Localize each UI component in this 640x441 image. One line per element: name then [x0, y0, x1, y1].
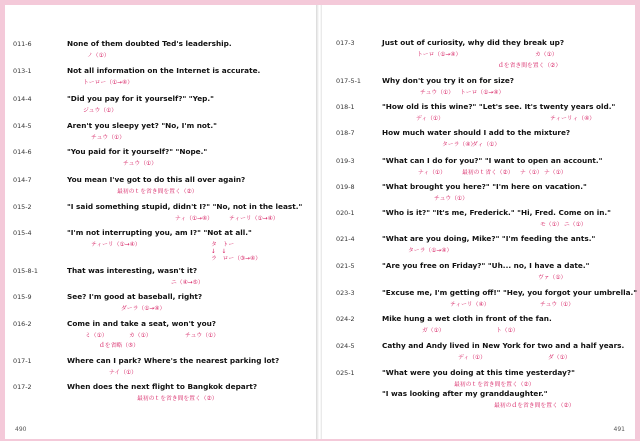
entry-sentence: Cathy and Andy lived in New York for two and a half years.: [382, 341, 625, 350]
entry-id: 024-5: [336, 342, 355, 350]
entry-id: 018-7: [336, 129, 355, 137]
entry-id: 017-1: [13, 357, 32, 365]
entry-id: 015-8-1: [13, 267, 38, 275]
page-number: 491: [613, 426, 625, 433]
pronunciation-note: ｄを省略（⑤）: [99, 343, 139, 349]
left-page: [5, 5, 317, 439]
pronunciation-note: ト（①）: [496, 328, 519, 334]
pronunciation-note: ディ（①）: [458, 355, 486, 361]
entry-id: 014-6: [13, 148, 32, 156]
entry-sentence: "What were you doing at this time yesterday?": [382, 368, 575, 377]
pronunciation-note: 最初のｄを省き間を置く（②）: [494, 403, 575, 409]
pronunciation-note: トーロー（①→④）: [83, 80, 134, 86]
entry-sentence: You mean I've got to do this all over again?: [67, 175, 246, 184]
entry-id: 014-7: [13, 176, 32, 184]
pronunciation-note: 最初のｔを省き間を置く（②）: [137, 396, 218, 402]
pronunciation-note: ナィ（①）: [418, 170, 446, 176]
pronunciation-note: ダ（①）: [548, 355, 571, 361]
entry-id: 020-1: [336, 209, 355, 217]
entry-sentence: "Are you free on Friday?" "Uh... no, I have a date.": [382, 261, 590, 270]
pronunciation-note: チュウ（①）: [91, 135, 126, 141]
entry-id: 021-5: [336, 262, 355, 270]
entry-sentence: "I was looking after my granddaughter.": [382, 389, 548, 398]
entry-id: 025-1: [336, 369, 355, 377]
pronunciation-note: カ（①）: [535, 52, 558, 58]
pronunciation-note: 最初のｔを省き間を置く（②）: [454, 382, 535, 388]
pronunciation-note: ティーリィ（④）: [550, 116, 596, 122]
entry-id: 015-2: [13, 203, 32, 211]
page-number: 490: [15, 426, 27, 433]
pronunciation-note: ラ ロー（③→④）: [211, 256, 262, 262]
entry-sentence: Mike hung a wet cloth in front of the fan.: [382, 314, 552, 323]
entry-id: 014-5: [13, 122, 32, 130]
entry-sentence: None of them doubted Ted's leadership.: [67, 39, 232, 48]
entry-sentence: When does the next flight to Bangkok depart?: [67, 382, 258, 391]
pronunciation-note: チュウ（①）: [420, 90, 455, 96]
entry-sentence: "Who is it?" "It's me, Frederick." "Hi, Fred. Come on in.": [382, 208, 611, 217]
entry-sentence: "Excuse me, I'm getting off!" "Hey, you forgot your umbrella.": [382, 288, 638, 297]
entry-sentence: "How old is this wine?" "Let's see. It's twenty years old.": [382, 102, 616, 111]
pronunciation-note: チュウ（①）: [540, 302, 575, 308]
entry-sentence: "I said something stupid, didn't I?" "No, not in the least.": [67, 202, 303, 211]
pronunciation-note: ガ（①）: [422, 328, 445, 334]
pronunciation-note: ティーリ（④）: [450, 302, 490, 308]
pronunciation-note: ナィ（①→④）: [175, 216, 213, 222]
pronunciation-note: ミ（①）: [85, 333, 108, 339]
entry-id: 016-2: [13, 320, 32, 328]
pronunciation-note: ニ（①）: [564, 222, 587, 228]
entry-sentence: Just out of curiosity, why did they break up?: [382, 38, 565, 47]
entry-sentence: "What can I do for you?" "I want to open an account.": [382, 156, 603, 165]
pronunciation-note: ｄを省き間を置く（②）: [498, 63, 562, 69]
entry-sentence: "I'm not interrupting you, am I?" "Not at all.": [67, 228, 252, 237]
entry-sentence: Come in and take a seat, won't you?: [67, 319, 217, 328]
pronunciation-note: ターラ（④）: [442, 142, 477, 148]
entry-sentence: Aren't you sleepy yet? "No, I'm not.": [67, 121, 217, 130]
pronunciation-note: ジュウ（①）: [83, 108, 118, 114]
entry-sentence: That was interesting, wasn't it?: [67, 266, 198, 275]
pronunciation-note: チュウ（①）: [434, 196, 469, 202]
pronunciation-note: トーロ（①→④）: [417, 52, 462, 58]
pronunciation-note: チュウ（①）: [185, 333, 220, 339]
pronunciation-note: チュウ（①）: [123, 161, 158, 167]
entry-sentence: "You paid for it yourself?" "Nope.": [67, 147, 208, 156]
pronunciation-note: ティーリ（①→④）: [91, 242, 141, 248]
entry-id: 015-4: [13, 229, 32, 237]
entry-id: 021-4: [336, 235, 355, 243]
entry-id: 023-3: [336, 289, 355, 297]
pronunciation-note: タ トー: [211, 242, 235, 248]
pronunciation-note: ダィ（①）: [472, 142, 501, 148]
entry-sentence: Why don't you try it on for size?: [382, 76, 514, 85]
entry-sentence: "Did you pay for it yourself?" "Yep.": [67, 94, 214, 103]
entry-id: 018-1: [336, 103, 355, 111]
pronunciation-note: 最初のｔ省く（②）: [462, 170, 514, 176]
pronunciation-note: ナ（①）: [520, 170, 543, 176]
entry-sentence: How much water should I add to the mixture?: [382, 128, 571, 137]
entry-id: 017-2: [13, 383, 32, 391]
pronunciation-note: ダーラ（①→④）: [121, 306, 166, 312]
pronunciation-note: ニ（④→⑤）: [171, 280, 204, 286]
pronunciation-note: ティーリ（①→④）: [229, 216, 279, 222]
entry-id: 019-3: [336, 157, 355, 165]
entry-sentence: Not all information on the Internet is accurate.: [67, 66, 261, 75]
pronunciation-note: ターラ（①→④）: [408, 248, 453, 254]
pronunciation-note: 最初のｔを省き間を置く（②）: [117, 189, 198, 195]
entry-id: 017-3: [336, 39, 355, 47]
entry-id: 019-8: [336, 183, 355, 191]
pronunciation-note: カ（①）: [129, 333, 152, 339]
entry-id: 013-1: [13, 67, 32, 75]
pronunciation-note: トーロ（①→④）: [460, 90, 505, 96]
entry-sentence: "What are you doing, Mike?" "I'm feeding the ants.": [382, 234, 596, 243]
pronunciation-note: ↓ ↓: [211, 249, 227, 255]
entry-id: 015-9: [13, 293, 32, 301]
pronunciation-note: ノ（①）: [87, 53, 110, 59]
pronunciation-note: モ（①）: [540, 222, 563, 228]
entry-id: 024-2: [336, 315, 355, 323]
entry-id: 011-6: [13, 40, 32, 48]
right-page: [322, 5, 638, 439]
entry-sentence: See? I'm good at baseball, right?: [67, 292, 203, 301]
entry-sentence: Where can I park? Where's the nearest parking lot?: [67, 356, 280, 365]
entry-id: 014-4: [13, 95, 32, 103]
pronunciation-note: ヴァ（①）: [538, 275, 567, 281]
entry-sentence: "What brought you here?" "I'm here on vacation.": [382, 182, 587, 191]
pronunciation-note: ナイ（①）: [109, 370, 137, 376]
entry-id: 017-5-1: [336, 77, 361, 85]
pronunciation-note: ディ（①）: [416, 116, 444, 122]
pronunciation-note: ナ（①）: [544, 170, 567, 176]
